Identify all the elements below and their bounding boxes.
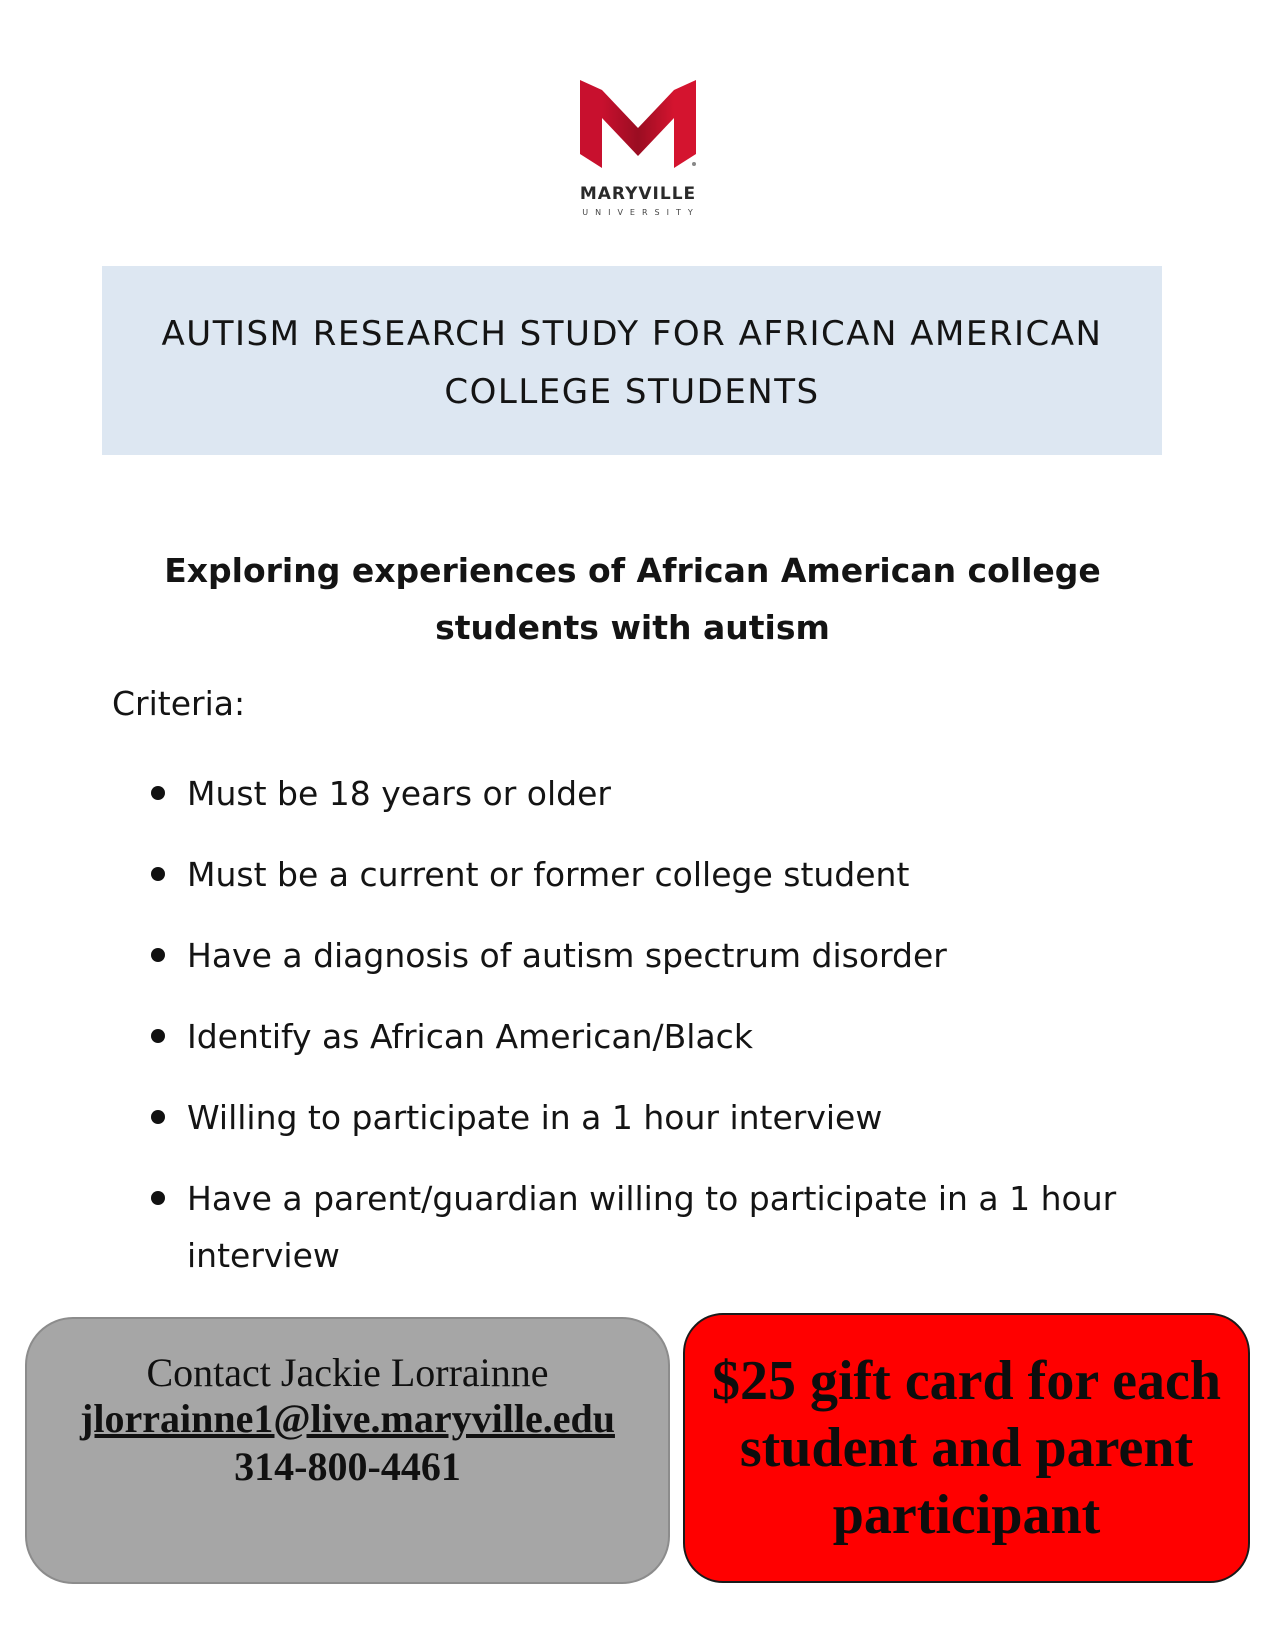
- bullet-icon: [151, 948, 165, 962]
- contact-name: Contact Jackie Lorrainne: [146, 1350, 549, 1395]
- criteria-item: [145, 1008, 1155, 1065]
- criteria-item-text: Have a parent/guardian willing to participate in a 1 hour interview: [187, 1179, 1117, 1275]
- incentive-box: [683, 1313, 1250, 1583]
- logo-wordmark: MARYVILLE: [579, 184, 697, 204]
- maryville-m-icon: [580, 80, 696, 168]
- bullet-icon: [151, 786, 165, 800]
- title-banner: [102, 266, 1162, 455]
- maryville-logo: [553, 80, 723, 225]
- criteria-item: [145, 927, 1155, 984]
- contact-phone: 314-800-4461: [234, 1444, 461, 1489]
- criteria-item: [145, 1089, 1155, 1146]
- criteria-item-text: Must be 18 years or older: [187, 774, 611, 813]
- criteria-item-text: Have a diagnosis of autism spectrum disorder: [187, 936, 947, 975]
- contact-box: [25, 1317, 670, 1584]
- bullet-icon: [151, 1191, 165, 1205]
- criteria-label: Criteria:: [112, 684, 246, 723]
- bullet-icon: [151, 1029, 165, 1043]
- criteria-item-text: Must be a current or former college student: [187, 855, 910, 894]
- criteria-item-text: Willing to participate in a 1 hour interview: [187, 1098, 883, 1137]
- bullet-icon: [151, 867, 165, 881]
- page-title: AUTISM RESEARCH STUDY FOR AFRICAN AMERICAN COLLEGE STUDENTS: [161, 313, 1103, 412]
- contact-email-link[interactable]: jlorrainne1@live.maryville.edu: [80, 1396, 615, 1441]
- criteria-item: [145, 846, 1155, 903]
- logo-subtitle: UNIVERSITY: [582, 208, 700, 217]
- criteria-list: [145, 765, 1155, 1308]
- bullet-icon: [151, 1110, 165, 1124]
- criteria-item-text: Identify as African American/Black: [187, 1017, 753, 1056]
- criteria-item: [145, 1170, 1155, 1284]
- subtitle: Exploring experiences of African American college students with autism: [164, 551, 1101, 647]
- criteria-item: [145, 765, 1155, 822]
- incentive-text: $25 gift card for each student and parent participant: [711, 1349, 1222, 1546]
